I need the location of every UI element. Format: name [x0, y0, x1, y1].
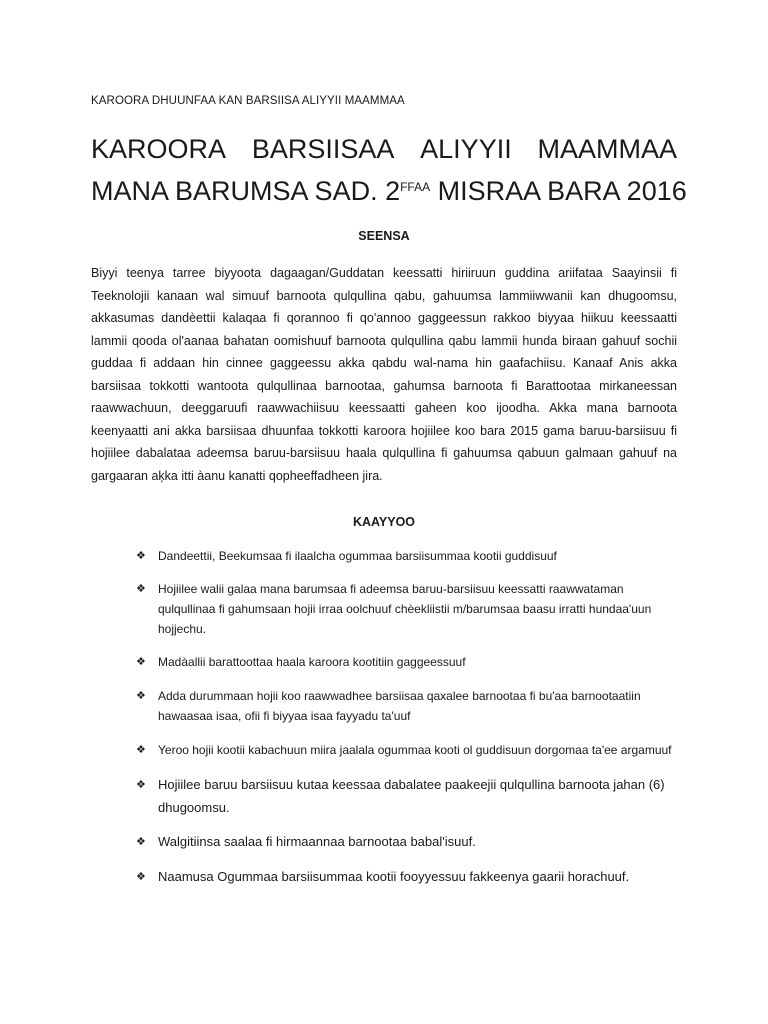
title-word: BARSIISAA: [251, 134, 395, 164]
diamond-bullet-icon: ❖: [136, 550, 146, 562]
title-superscript: FFAA: [400, 180, 431, 194]
diamond-bullet-icon: ❖: [136, 656, 146, 668]
diamond-bullet-icon: ❖: [136, 583, 146, 595]
seensa-heading: SEENSA: [358, 229, 410, 243]
title-line-1: [91, 128, 677, 170]
kaayyoo-heading: KAAYYOO: [352, 515, 416, 529]
document-header: KAROORA DHUUNFAA KAN BARSIISA ALIYYII MAAMMAA: [91, 95, 405, 107]
list-item-text: Hojiilee walii galaa mana barumsaa fi adeemsa baruu-barsiisuu keessatti raawwataman qulqullinaa fi gahumsaan hojii irraa oolchuuf chèekliistii m/barumsaa baasu irratti hundaa'uun hojjechu.: [158, 582, 652, 636]
list-item-text: Naamusa Ogummaa barsiisummaa kootii fooyyessuu fakkeenya gaarii horachuuf.: [158, 868, 630, 884]
list-item: [91, 686, 677, 726]
diamond-bullet-icon: ❖: [136, 690, 146, 702]
title-line-2: [91, 170, 687, 212]
list-item-text: Walgitiinsa saalaa fi hirmaannaa barnootaa babal'isuuf.: [158, 834, 476, 849]
title-word: KAROORA: [91, 134, 227, 164]
list-item: [91, 740, 677, 760]
title-suffix: MISRAA BARA 2016: [430, 176, 687, 206]
list-item-text: Adda durummaan hojii koo raawwadhee barsiisaa qaxalee barnootaa fi bu'aa barnootaatiin hawaasaa isaa, ofii fi biyyaa isaa fayyadu ta'uuf: [158, 689, 641, 723]
list-item: [91, 579, 677, 639]
diamond-bullet-icon: ❖: [136, 870, 146, 883]
diamond-bullet-icon: ❖: [136, 779, 146, 791]
list-item-text: Madàallii barattoottaa haala karoora kootitiin gaggeessuuf: [158, 655, 466, 669]
list-item: [91, 774, 677, 819]
diamond-bullet-icon: ❖: [136, 744, 146, 756]
list-item-text: Yeroo hojii kootii kabachuun miira jaalala ogummaa kooti ol guddisuun dorgomaa ta'ee argamuuf: [158, 743, 672, 757]
list-item: [91, 652, 677, 672]
title-word: ALIYYII: [420, 134, 512, 164]
title-word: MAAMMAA: [537, 134, 677, 164]
document-title: [91, 128, 687, 212]
list-item: [91, 831, 677, 854]
list-item-text: Dandeettii, Beekumsaa fi ilaalcha ogummaa barsiisummaa kootii guddisuuf: [158, 549, 557, 563]
list-item: [91, 866, 677, 889]
list-item-text: Hojiilee baruu barsiisuu kutaa keessaa dabalatee paakeejii qulqullina barnoota jahan (6) dhugoomsu.: [158, 777, 665, 815]
kaayyoo-list: [91, 546, 677, 888]
diamond-bullet-icon: ❖: [136, 836, 146, 848]
title-prefix: MANA BARUMSA SAD. 2: [91, 176, 401, 206]
document-page: [91, 0, 687, 1024]
seensa-paragraph: Biyyi teenya tarree biyyoota dagaagan/Guddatan keessatti hiriiruun guddina ariifataa Saayinsii fi Teeknolojii kanaan wal simuuf barnoota qulqullina qabu, gahuumsa lammiiwwanii kan dhugoomsu, akkasumas dandèettii kalaqaa fi qorannoo fi qo'annoo gaggeessun rakkoo biyyaa hiikuu keessaatti lammii qooda ol'aanaa bahatan oomishuuf barnoota qulqullina qabu lammii hunda biraan gahuuf sochii guddaa fi addaan hin cinnee gaggeessu akka qabdu wal-nama hin gaafachiisu. Kanaaf Anis akka barsiisaa tokkotti wantoota qulqullinaa barnootaa, gahumsa barnoota fi Barattootaa mirkaneessan raawwachuun, deeggaruufi raawwachiisuu keessaatti gaheen koo ijoodha. Akka mana barnoota keenyaatti ani akka barsiisaa dhuunfaa tokkotti karoora hojiilee koo bara 2015 gama baruu-barsiisuu fi hojiilee dabalataa adeemsa baruu-barsiisuu haala qulqullina fi gahuumsa qabuun galmaan gahuuf na gargaaran aķka itti àanu kanatti qopheeffadheen jira.: [91, 266, 677, 483]
list-item: [91, 546, 677, 566]
